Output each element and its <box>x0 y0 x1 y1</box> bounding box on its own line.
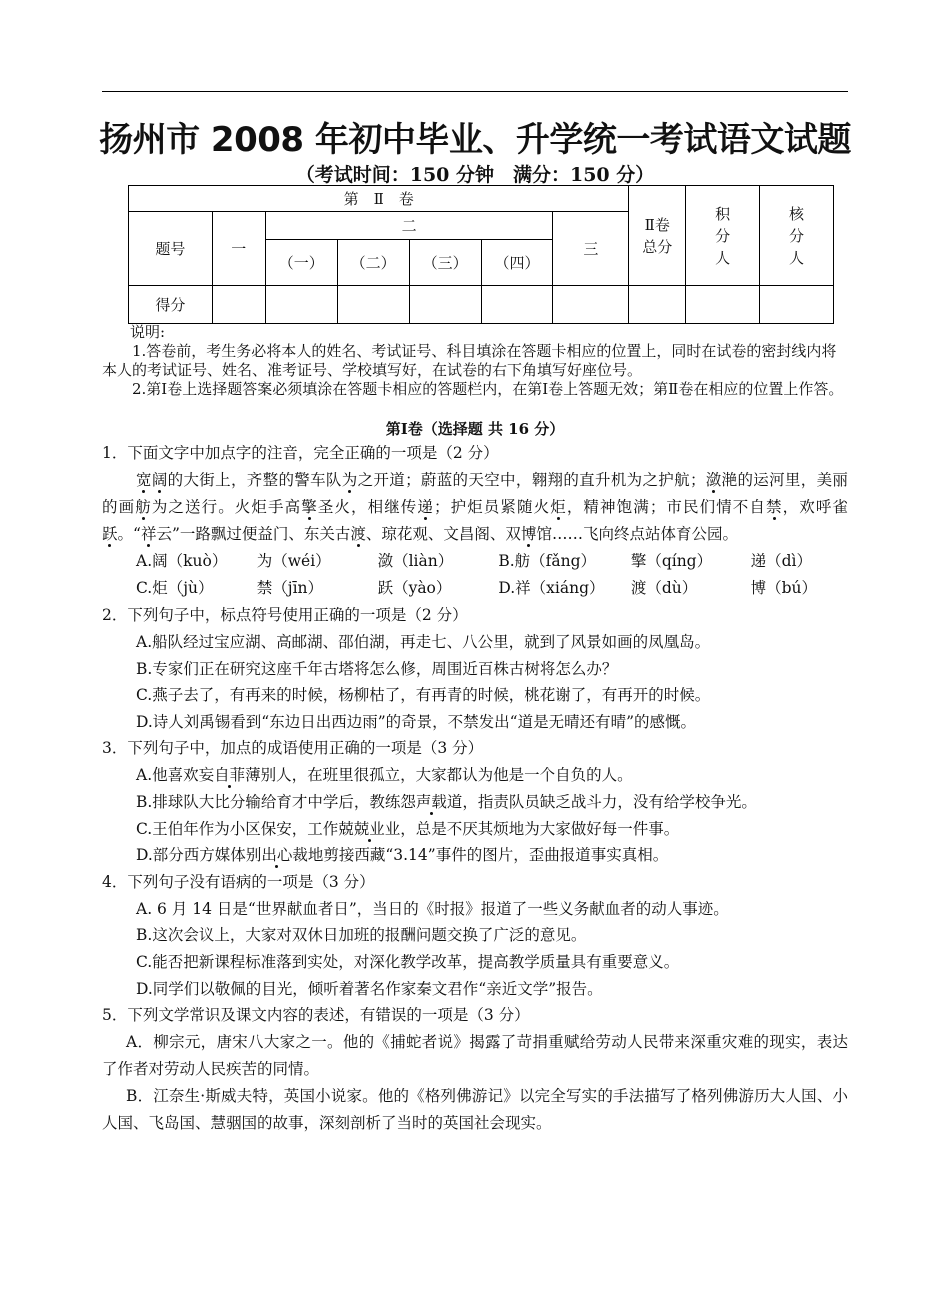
question-number-label: 题号 <box>129 212 213 286</box>
part-two-sub-4: （四） <box>481 240 553 286</box>
q4-option-b[interactable]: B.这次会议上，大家对双休日加班的报酬问题交换了广泛的意见。 <box>136 926 587 945</box>
scorer-header: 积 分 人 <box>686 186 760 286</box>
q3-option-b[interactable]: B.排球队大比分输给育才中学后，教练怨声载道，指责队员缺乏战斗力，没有给学校争光。 <box>136 792 757 811</box>
q4-option-d[interactable]: D.同学们以敬佩的目光，倾听着著名作家秦文君作“亲近文学”报告。 <box>136 979 603 998</box>
part-three-header: 三 <box>553 212 629 286</box>
q3-option-a[interactable]: A.他喜欢妄自菲薄别人，在班里很孤立，大家都认为他是一个自负的人。 <box>136 766 633 785</box>
q5-option-a[interactable]: A．柳宗元，唐宋八大家之一。他的《捕蛇者说》揭露了苛捐重赋给劳动人民带来深重灾难的现实，表达了作者对劳动人民疾苦的同情。 <box>102 1033 848 1079</box>
part-two-sub-3: （三） <box>409 240 481 286</box>
instructions-label: 说明: <box>130 323 166 341</box>
q3-option-c[interactable]: C.王伯年作为小区保安，工作兢兢业业，总是不厌其烦地为大家做好每一件事。 <box>136 819 680 838</box>
q1-stem: 1．下面文字中加点字的注音，完全正确的一项是（2 分） <box>102 444 499 462</box>
q1-options-ab: A.阔（kuò） 为（wéi） 潋（liàn） B.舫（fǎng） 擎（qíng） 递（dì） <box>102 548 848 575</box>
q2-option-c[interactable]: C.燕子去了，有再来的时候，杨柳枯了，有再青的时候，桃花谢了，有再开的时候。 <box>136 686 711 705</box>
q4-stem: 4．下列句子没有语病的一项是（3 分） <box>102 872 375 891</box>
q1-option-c[interactable]: C.炬（jù） <box>136 579 214 597</box>
instruction-1: 1.答卷前，考生务必将本人的姓名、考试证号、科目填涂在答题卡相应的位置上，同时在试卷的密封线内将本人的考试证号、姓名、准考证号、学校填写好，在试卷的右下角填写好座位号。 <box>102 342 837 379</box>
checker-header: 核 分 人 <box>760 186 834 286</box>
score-row-label: 得分 <box>129 286 213 324</box>
q4-option-a[interactable]: A. 6 月 14 日是“世界献血者日”，当日的《时报》报道了一些义务献血者的动人事迹。 <box>136 899 729 918</box>
exam-subtitle: （考试时间：150 分钟 满分：150 分） <box>295 164 655 186</box>
q1-option-b[interactable]: B.舫（fǎng） <box>498 552 597 570</box>
q3-option-d[interactable]: D.部分西方媒体别出心裁地剪接西藏“3.14”事件的图片，歪曲报道事实真相。 <box>136 846 669 865</box>
q1-passage: 宽阔的大街上，齐整的警车队为之开道；蔚蓝的天空中，翱翔的直升机为之护航；潋滟的运河里，美丽的画舫为之送行。火炬手高擎圣火，相继传递；护炬员紧随火炬，精神饱满；市民们情不自禁，欢呼雀跃。“祥云”一路飘过便益门、东关古渡、琼花观、文昌阁、双博馆……飞向终点站体育公园。 <box>102 471 848 543</box>
q4-option-c[interactable]: C.能否把新课程标准落到实处，对深化教学改革，提高教学质量具有重要意义。 <box>136 952 680 971</box>
q1-option-a[interactable]: A.阔（kuò） <box>136 552 228 570</box>
vol2-header: 第 Ⅱ 卷 <box>129 186 629 212</box>
score-cell[interactable] <box>212 286 265 324</box>
score-table <box>128 185 834 324</box>
exam-title: 扬州市 2008 年初中毕业、升学统一考试语文试题 <box>99 120 851 160</box>
part-two-sub-2: （二） <box>337 240 409 286</box>
part-two-header: 二 <box>265 212 553 240</box>
score-cell[interactable] <box>265 286 337 324</box>
q2-stem: 2．下列句子中，标点符号使用正确的一项是（2 分） <box>102 606 468 624</box>
part-one-header: 一 <box>212 212 265 286</box>
score-cell[interactable] <box>409 286 481 324</box>
score-cell[interactable] <box>686 286 760 324</box>
top-rule <box>102 91 848 92</box>
q3-stem: 3．下列句子中，加点的成语使用正确的一项是（3 分） <box>102 739 484 758</box>
q5-stem: 5．下列文学常识及课文内容的表述，有错误的一项是（3 分） <box>102 1006 530 1025</box>
instruction-2: 2.第Ⅰ卷上选择题答案必须填涂在答题卡相应的答题栏内，在第Ⅰ卷上答题无效；第Ⅱ卷在相应的位置上作答。 <box>132 380 844 398</box>
q2-option-b[interactable]: B.专家们正在研究这座千年古塔将怎么修，周围近百株古树将怎么办？ <box>136 659 618 678</box>
score-cell[interactable] <box>553 286 629 324</box>
q2-option-a[interactable]: A.船队经过宝应湖、高邮湖、邵伯湖，再走七、八公里，就到了风景如画的凤凰岛。 <box>136 633 711 651</box>
score-cell[interactable] <box>629 286 686 324</box>
score-cell[interactable] <box>760 286 834 324</box>
part-two-sub-1: （一） <box>265 240 337 286</box>
section-one-heading: 第Ⅰ卷（选择题 共 16 分） <box>385 420 565 438</box>
score-cell[interactable] <box>337 286 409 324</box>
q1-option-d[interactable]: D.祥（xiáng） <box>498 579 605 597</box>
q1-options-cd: C.炬（jù） 禁（jīn） 跃（yào） D.祥（xiáng） 渡（dù） 博（bú） <box>102 575 848 602</box>
instructions <box>102 323 848 399</box>
vol2-total-header: Ⅱ卷 总分 <box>629 186 686 286</box>
score-cell[interactable] <box>481 286 553 324</box>
question-body <box>102 440 848 1137</box>
q2-option-d[interactable]: D.诗人刘禹锡看到“东边日出西边雨”的奇景，不禁发出“道是无晴还有晴”的感慨。 <box>136 712 697 731</box>
q5-option-b[interactable]: B．江奈生·斯威夫特，英国小说家。他的《格列佛游记》以完全写实的手法描写了格列佛游历大人国、小人国、飞岛国、慧骃国的故事，深刻剖析了当时的英国社会现实。 <box>102 1087 848 1133</box>
